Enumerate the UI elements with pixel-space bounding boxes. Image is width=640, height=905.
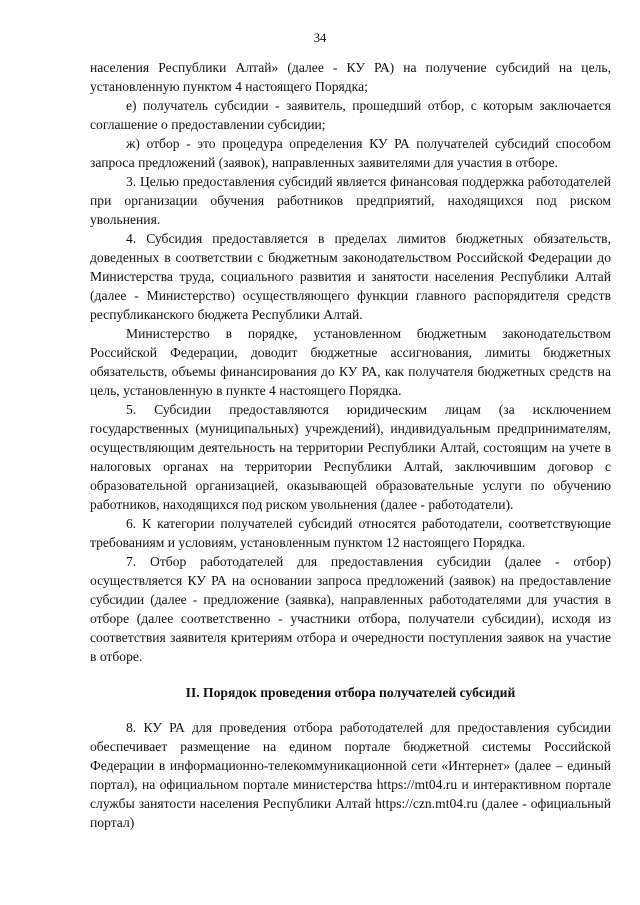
paragraph: е) получатель субсидии - заявитель, прошедший отбор, с которым заключается соглашение о предоставлении субсидии; bbox=[90, 98, 611, 132]
section-heading: II. Порядок проведения отбора получателей субсидий bbox=[185, 685, 516, 700]
paragraph: 6. К категории получателей субсидий относятся работодатели, соответствующие требованиям и условиям, установленным пунктом 12 настоящего Порядка. bbox=[90, 516, 611, 550]
paragraph: 4. Субсидия предоставляется в пределах лимитов бюджетных обязательств, доведенных в соответствии с бюджетным законодательством Российской Федерации до Министерства труда, социального развития и занятости населения Республики Алтай (далее - Министерство) осуществляющего функции главного распорядителя средств республиканского бюджета Республики Алтай. bbox=[90, 231, 611, 322]
paragraph: населения Республики Алтай» (далее - КУ РА) на получение субсидий на цель, установленную пунктом 4 настоящего Порядка; bbox=[90, 60, 611, 94]
paragraph: 3. Целью предоставления субсидий является финансовая поддержка работодателей при организации обучения работников предприятий, находящихся под риском увольнения. bbox=[90, 174, 611, 227]
page-number: 34 bbox=[313, 31, 327, 45]
paragraph: ж) отбор - это процедура определения КУ РА получателей субсидий способом запроса предложений (заявок), направленных заявителями для участия в отборе. bbox=[90, 136, 611, 170]
paragraph: Министерство в порядке, установленном бюджетным законодательством Российской Федерации, доводит бюджетные ассигнования, лимиты бюджетных обязательств, объемы финансирования до КУ РА, как получателя бюджетных средств на цель, установленную в пункте 4 настоящего Порядка. bbox=[90, 326, 611, 398]
document-body bbox=[90, 58, 611, 832]
paragraph: 8. КУ РА для проведения отбора работодателей для предоставления субсидии обеспечивает размещение на едином портале бюджетной системы Российской Федерации в информационно-телекоммуникационной сети «Интернет» (далее – единый портал), на официальном портале министерства https://mt04.ru и интерактивном портале службы занятости населения Республики Алтай https://czn.mt04.ru (далее - официальный портал) bbox=[90, 720, 611, 830]
paragraph: 7. Отбор работодателей для предоставления субсидии (далее - отбор) осуществляется КУ РА на основании запроса предложений (заявок) на предоставление субсидии (далее - предложение (заявка), направленных работодателями для участия в отборе (далее соответственно - участники отбора, получатели субсидии), исходя из соответствия заявителя критериям отбора и очередности поступления заявок на участие в отборе. bbox=[90, 554, 611, 664]
paragraph: 5. Субсидии предоставляются юридическим лицам (за исключением государственных (муниципальных) учреждений), индивидуальным предпринимателям, осуществляющим деятельность на территории Республики Алтай, состоящим на учете в налоговых органах на территории Республики Алтай, заключившим договор с образовательной организацией, оказывающей образовательные услуги по обучению работников, находящихся под риском увольнения (далее - работодатели). bbox=[90, 402, 611, 512]
